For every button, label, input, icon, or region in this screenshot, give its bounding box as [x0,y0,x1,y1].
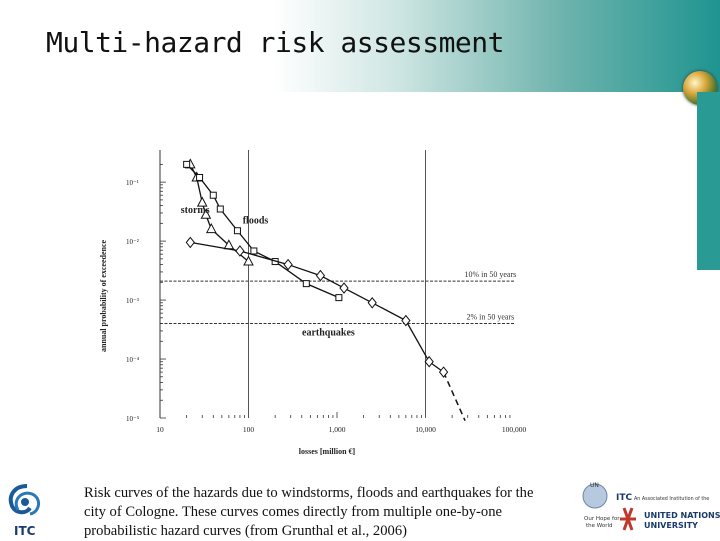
partner-logos [578,478,720,540]
figure-caption [84,484,584,541]
storm-point [244,257,253,266]
caption-line: Risk curves of the hazards due to windstorms, floods and earthquakes for the [84,485,534,501]
earthquake-point [440,367,448,377]
flood-point [197,174,203,180]
floods-series-label: floods [242,215,269,227]
flood-point [336,295,342,301]
slide-title: Multi-hazard risk assessment [46,26,505,59]
earthquake-point [425,357,433,367]
earthquakes-line [190,242,443,372]
un-itc-label: ITC [616,493,633,503]
earthquake-point [368,298,376,308]
x-tick-label: 10 [156,425,164,434]
y-tick-label: 10⁻⁵ [126,415,140,423]
itc-logo-text: ITC [14,524,36,538]
associated-institution-text: An Associated Institution of the [634,497,710,502]
unu-line-1: UNITED NATIONS [644,511,720,520]
x-axis-label: losses [million €] [298,447,356,456]
reference-line-label: 10% in 50 years [464,270,517,280]
caption-line: city of Cologne. These curves comes directly from multiple one-by-one [84,504,502,520]
caption-line: probabilistic hazard curves (from Grunthal et al., 2006) [84,523,407,539]
earthquake-point [316,271,324,281]
y-tick-label: 10⁻³ [126,297,139,306]
flood-point [217,206,223,212]
x-tick-label: 10,000 [415,425,436,434]
unu-emblem-icon [620,508,636,530]
x-tick-label: 100 [242,425,255,434]
earthquake-point [340,283,348,293]
y-tick-label: 10⁻¹ [126,179,139,188]
flood-point [184,161,190,167]
side-strip [697,92,720,270]
y-tick-label: 10⁻⁴ [126,356,140,365]
hope-line-2: the World [586,523,613,529]
x-tick-label: 100,000 [501,425,527,434]
un-label: UN [590,482,599,489]
x-tick-label: 1,000 [328,425,346,434]
y-axis-label: annual probability of exceedence [99,239,108,353]
reference-line-label: 2% in 50 years [466,312,515,322]
earthquake-point [236,246,244,256]
earthquakes-series-label: earthquakes [302,327,355,339]
flood-point [251,248,257,254]
flood-point [234,228,240,234]
storms-series-label: storms [180,204,210,216]
unu-line-2: UNIVERSITY [644,521,698,530]
earthquake-point [186,237,194,247]
flood-point [210,192,216,198]
storm-point [207,224,216,233]
hope-line-1: Our Hope for [584,516,620,522]
itc-logo [4,480,50,538]
risk-curve-chart [92,140,552,462]
y-tick-label: 10⁻² [126,238,139,247]
earthquakes-extrapolation [444,372,466,421]
flood-point [303,281,309,287]
